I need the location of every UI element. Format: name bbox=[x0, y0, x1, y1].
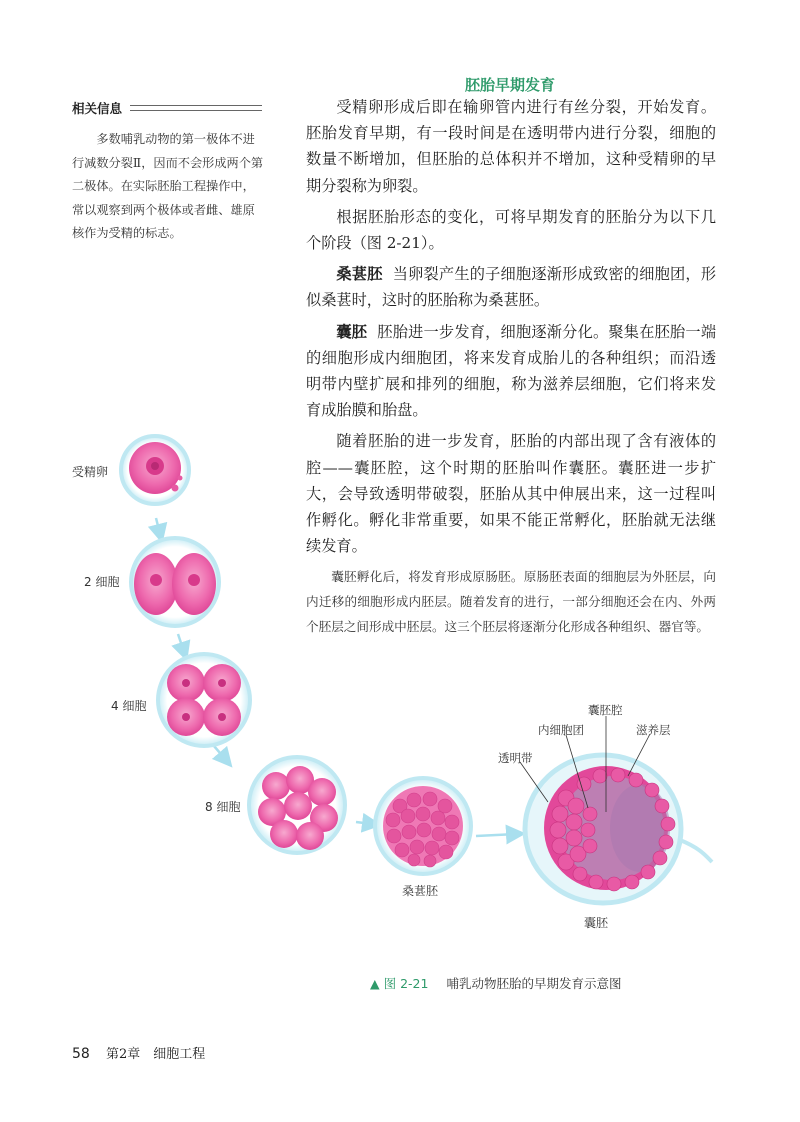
label-inner-cell-mass: 内细胞团 bbox=[538, 723, 584, 737]
chapter-title: 第2章 细胞工程 bbox=[105, 1047, 206, 1062]
term-morula: 桑葚胚 bbox=[336, 265, 383, 284]
caption-figure-number: 图 2-21 bbox=[383, 976, 429, 991]
label-zona-pellucida: 透明带 bbox=[498, 751, 533, 765]
caption-triangle-icon: ▲ bbox=[370, 976, 380, 991]
caption-text: 哺乳动物胚胎的早期发育示意图 bbox=[446, 976, 622, 991]
stage-label-zygote: 受精卵 bbox=[72, 465, 109, 479]
paragraph-cleavage: 受精卵形成后即在输卵管内进行有丝分裂，开始发育。胚胎发育早期，有一段时间是在透明带内进行分裂，细胞的数量不断增加，但胚胎的总体积并不增加，这种受精卵的早期分裂称为卵裂。 bbox=[306, 98, 716, 195]
stage-label-eight-cell: 8 细胞 bbox=[205, 800, 241, 814]
label-trophoblast: 滋养层 bbox=[636, 723, 671, 737]
section-title: 胚胎早期发育 bbox=[464, 76, 555, 94]
paragraph-gastrula: 囊胚孵化后，将发育形成原肠胚。原肠胚表面的细胞层为外胚层，向内迁移的细胞形成内胚层。随着发育的进行，一部分细胞还会在内、外两个胚层之间形成中胚层。这三个胚层将逐渐分化形成各种组织、器官等。 bbox=[306, 569, 716, 634]
two-cell-illustration bbox=[131, 538, 219, 626]
label-blastocoel: 囊胚腔 bbox=[588, 703, 623, 717]
term-blastocyst: 囊胚 bbox=[336, 322, 368, 341]
sidebar-heading-text: 相关信息 bbox=[72, 101, 123, 116]
four-cell-illustration bbox=[158, 654, 250, 746]
stage-label-two-cell: 2 细胞 bbox=[84, 575, 120, 589]
stage-label-morula: 桑葚胚 bbox=[402, 884, 439, 898]
paragraph-hatching: 随着胚胎的进一步发育，胚胎的内部出现了含有液体的腔——囊胚腔，这个时期的胚胎叫作囊胚。囊胚进一步扩大，会导致透明带破裂，胚胎从其中伸展出来，这一过程叫作孵化。孵化非常重要，如果不能正常孵化，胚胎就无法继续发育。 bbox=[306, 432, 716, 556]
morula-definition: 当卵裂产生的子细胞逐渐形成致密的细胞团，形似桑葚时，这时的胚胎称为桑葚胚。 bbox=[306, 265, 717, 310]
zygote-illustration bbox=[121, 436, 189, 504]
blastocyst-definition: 胚胎进一步发育，细胞逐渐分化。聚集在胚胎一端的细胞形成内细胞团，将来发育成胎儿的各种组织；而沿透明带内壁扩展和排列的细胞，称为滋养层细胞，它们将来发育成胎膜和胎盘。 bbox=[306, 322, 717, 420]
figure-caption bbox=[370, 974, 621, 992]
blastocyst-illustration bbox=[520, 716, 712, 903]
morula-illustration bbox=[375, 778, 471, 874]
sidebar-paragraph: 多数哺乳动物的第一极体不进行减数分裂Ⅱ，因而不会形成两个第二极体。在实际胚胎工程操作中，常以观察到两个极体或者雌、雄原核作为受精的标志。 bbox=[72, 132, 264, 240]
stage-label-four-cell: 4 细胞 bbox=[111, 699, 147, 713]
paragraph-stages: 根据胚胎形态的变化，可将早期发育的胚胎分为以下几个阶段（图 2-21）。 bbox=[306, 207, 716, 253]
page-number: 58 bbox=[72, 1046, 90, 1062]
stage-label-blastocyst: 囊胚 bbox=[584, 916, 609, 930]
page-footer bbox=[72, 1043, 205, 1062]
eight-cell-illustration bbox=[249, 757, 345, 853]
